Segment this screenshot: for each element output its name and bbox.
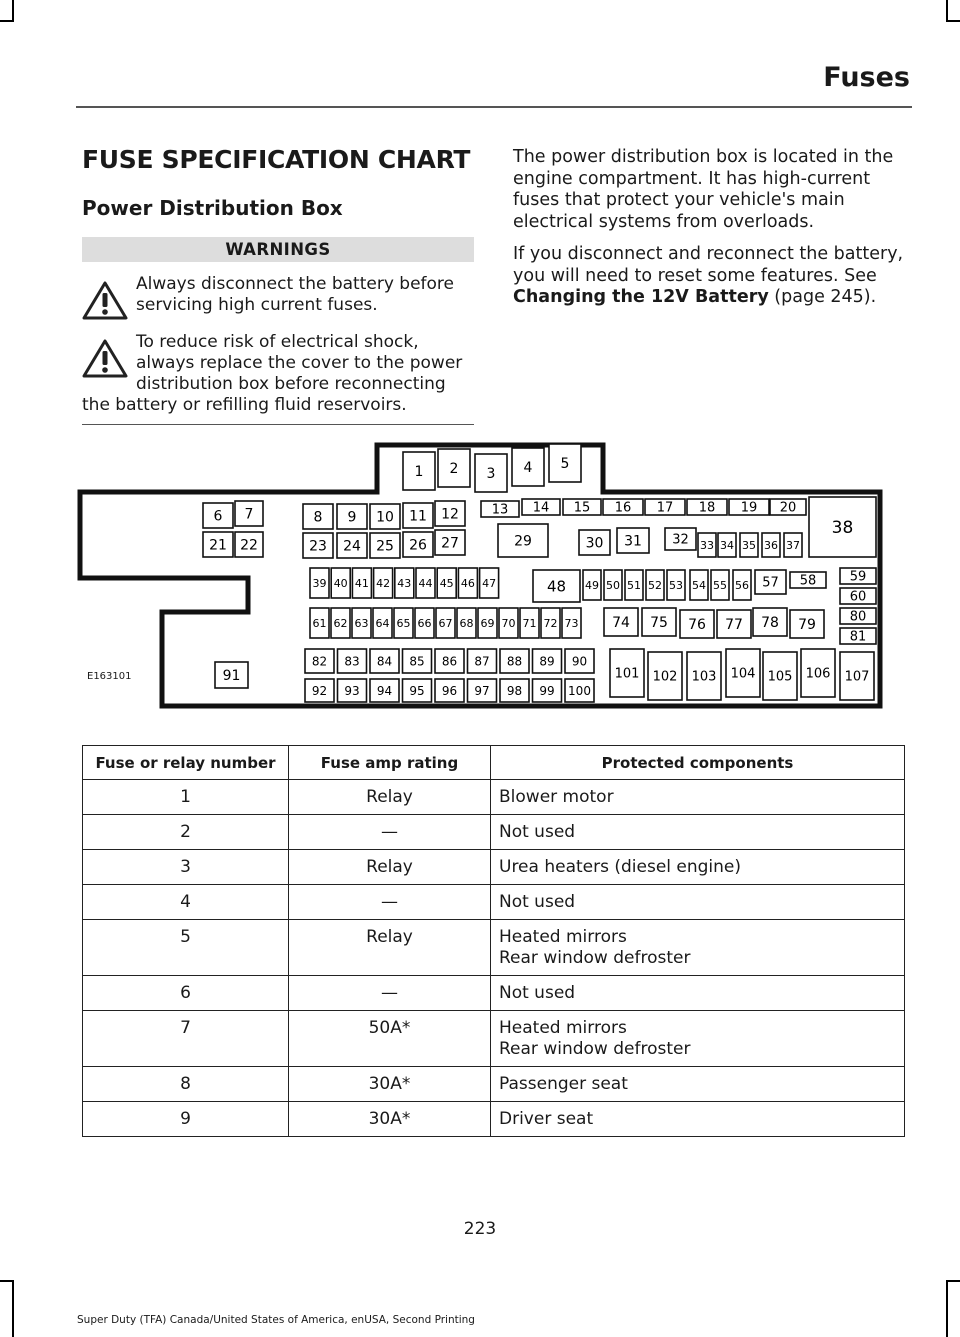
fuse-label: 6 (213, 508, 223, 525)
amp-rating-cell: 30A* (289, 1067, 491, 1102)
fuse-number-cell: 3 (83, 850, 289, 885)
amp-rating-cell: 50A* (289, 1011, 491, 1067)
amp-rating-cell: Relay (289, 920, 491, 976)
column-header: Fuse or relay number (83, 746, 289, 780)
table-header-row (83, 746, 905, 780)
fuse-label: 47 (482, 576, 497, 590)
fuse-label: 10 (376, 509, 394, 526)
fuse-label: 79 (798, 617, 816, 634)
fuse-label: 46 (460, 576, 475, 590)
fuse-label: 77 (725, 617, 743, 634)
fuse-label: 3 (486, 466, 496, 483)
fuse-label: 100 (568, 683, 591, 698)
fuse-label: 82 (311, 654, 328, 669)
fuse-number-cell: 6 (83, 976, 289, 1011)
body-paragraph (513, 244, 911, 309)
crop-mark (12, 0, 14, 22)
fuse-label: 98 (506, 683, 523, 698)
component-line: Blower motor (499, 787, 614, 807)
fuse-label: 49 (585, 578, 599, 592)
fuse-label: 31 (624, 533, 642, 550)
fuse-number-cell: 4 (83, 885, 289, 920)
component-line: Heated mirrors (499, 1018, 627, 1038)
fuse-label: 42 (376, 576, 391, 590)
fuse-label: 5 (560, 456, 570, 473)
fuse-label: 68 (459, 616, 474, 630)
fuse-label: 39 (312, 576, 327, 590)
fuse-label: 75 (650, 615, 668, 632)
fuse-label: 57 (762, 575, 779, 591)
fuse-label: 62 (333, 616, 348, 630)
amp-rating-cell: Relay (289, 850, 491, 885)
fuse-label: 38 (831, 518, 854, 539)
warning-item (82, 274, 474, 320)
fuse-label: 89 (539, 654, 555, 669)
crop-mark (946, 1280, 948, 1337)
para-text: (page 245). (768, 287, 877, 307)
fuse-label: 74 (612, 615, 630, 632)
protected-components-cell (491, 850, 905, 885)
fuse-label: 76 (688, 617, 706, 634)
diagram-code: E163101 (87, 671, 132, 682)
warning-text: To reduce risk of electrical shock, always replace the cover to the power distribution box before reconnecting the battery or refilling fluid reservoirs. (82, 332, 463, 415)
fuse-label: 86 (441, 654, 458, 669)
fuse-label: 44 (418, 576, 433, 590)
crop-mark (0, 1280, 14, 1282)
crop-mark (12, 1280, 14, 1337)
fuse-label: 64 (375, 616, 390, 630)
fuse-label: 104 (730, 666, 756, 682)
component-line: Not used (499, 892, 576, 912)
protected-components-cell (491, 1011, 905, 1067)
header-rule (76, 106, 912, 108)
protected-components-cell (491, 976, 905, 1011)
crop-mark (946, 0, 948, 22)
column-header: Fuse amp rating (289, 746, 491, 780)
fuse-label: 60 (849, 589, 867, 605)
warning-icon (82, 338, 128, 378)
table-row (83, 1011, 905, 1067)
fuse-label: 102 (652, 669, 678, 685)
fuse-label: 35 (742, 538, 756, 552)
amp-rating-cell: 30A* (289, 1102, 491, 1137)
fuse-label: 11 (409, 508, 427, 525)
fuse-label: 95 (409, 683, 425, 698)
fuse-label: 81 (849, 629, 867, 645)
component-line: Not used (499, 983, 576, 1003)
fuse-number-cell: 8 (83, 1067, 289, 1102)
component-line: Rear window defroster (499, 1039, 691, 1059)
fuse-label: 73 (564, 616, 579, 630)
amp-rating-cell: — (289, 976, 491, 1011)
fuse-label: 32 (672, 532, 689, 548)
warnings-rule (82, 424, 474, 425)
fuse-label: 101 (614, 666, 640, 682)
fuse-label: 43 (397, 576, 412, 590)
amp-rating-cell: — (289, 885, 491, 920)
fuse-label: 106 (805, 666, 831, 682)
fuse-label: 93 (344, 683, 360, 698)
right-column (513, 147, 911, 320)
fuse-label: 14 (532, 500, 550, 516)
crop-mark (0, 20, 14, 22)
fuse-label: 37 (786, 538, 800, 552)
fuse-label: 63 (354, 616, 369, 630)
warning-item (82, 332, 474, 416)
fuse-label: 34 (720, 538, 734, 552)
fuse-label: 36 (764, 538, 778, 552)
body-paragraph: The power distribution box is located in the engine compartment. It has high-current fuses that protect your vehicle's main electrical systems from overloads. (513, 147, 894, 232)
fuse-label: 61 (312, 616, 327, 630)
column-header: Protected components (491, 746, 905, 780)
protected-components-cell (491, 815, 905, 850)
fuse-label: 91 (222, 668, 241, 685)
fuse-label: 29 (514, 533, 532, 550)
fuse-label: 13 (491, 502, 509, 518)
warning-icon (82, 280, 128, 320)
fuse-label: 8 (313, 509, 323, 526)
fuse-label: 107 (844, 669, 870, 685)
fuse-label: 7 (244, 506, 254, 523)
table-row (83, 920, 905, 976)
page-number: 223 (463, 1219, 497, 1239)
publication-footer: Super Duty (TFA) Canada/United States of America, enUSA, Second Printing (77, 1314, 475, 1326)
fuse-label: 48 (546, 577, 567, 596)
fuse-number-cell: 7 (83, 1011, 289, 1067)
page-header: Fuses (823, 62, 910, 93)
fuse-label: 80 (849, 609, 867, 625)
fuse-label: 72 (543, 616, 558, 630)
fuse-label: 18 (698, 500, 716, 516)
fuse-label: 22 (240, 537, 258, 554)
fuse-label: 27 (441, 535, 459, 552)
fuse-label: 4 (523, 460, 533, 477)
fuse-label: 50 (606, 578, 620, 592)
amp-rating-cell: — (289, 815, 491, 850)
fuse-label: 58 (799, 573, 817, 589)
fuse-label: 30 (585, 535, 604, 552)
fuse-label: 66 (417, 616, 432, 630)
fuse-number-cell: 1 (83, 780, 289, 815)
fuse-label: 21 (209, 537, 227, 554)
table-row (83, 1102, 905, 1137)
fuse-label: 20 (779, 500, 797, 516)
fuse-label: 2 (449, 461, 459, 478)
fuse-label: 12 (441, 506, 459, 523)
fuse-label: 23 (309, 538, 327, 555)
warning-text: Always disconnect the battery before servicing high current fuses. (136, 274, 455, 315)
fuse-label: 24 (343, 538, 361, 555)
fuse-label: 1 (414, 464, 424, 481)
fuse-label: 92 (311, 683, 328, 698)
fuse-label: 15 (573, 500, 591, 516)
table-row (83, 815, 905, 850)
component-line: Passenger seat (499, 1074, 628, 1094)
protected-components-cell (491, 780, 905, 815)
left-column (82, 145, 474, 425)
fuse-number-cell: 2 (83, 815, 289, 850)
fuse-label: 51 (627, 578, 641, 592)
fuse-label: 54 (692, 578, 706, 592)
fuse-label: 9 (347, 509, 357, 526)
fuse-label: 83 (344, 654, 360, 669)
fuse-label: 94 (376, 683, 393, 698)
fuse-layer (203, 444, 876, 702)
section-title: FUSE SPECIFICATION CHART (82, 145, 471, 174)
fuse-label: 16 (614, 500, 632, 516)
fuse-label: 26 (409, 537, 427, 554)
fuse-label: 25 (376, 538, 394, 555)
fuse-label: 88 (506, 654, 523, 669)
component-line: Not used (499, 822, 576, 842)
fuse-label: 90 (571, 654, 588, 669)
component-line: Urea heaters (diesel engine) (499, 857, 742, 877)
fuse-label: 52 (648, 578, 662, 592)
table-row (83, 780, 905, 815)
fuse-label: 96 (441, 683, 458, 698)
amp-rating-cell: Relay (289, 780, 491, 815)
table-row (83, 1067, 905, 1102)
cross-reference-link[interactable]: Changing the 12V Battery (513, 287, 769, 307)
fuse-label: 99 (539, 683, 555, 698)
fuse-label: 71 (522, 616, 537, 630)
crop-mark (946, 20, 960, 22)
fuse-table (82, 745, 905, 1137)
fuse-label: 78 (761, 615, 779, 632)
fuse-label: 56 (735, 578, 749, 592)
protected-components-cell (491, 920, 905, 976)
fuse-label: 19 (740, 500, 758, 516)
fuse-label: 85 (409, 654, 425, 669)
fuse-label: 70 (501, 616, 516, 630)
protected-components-cell (491, 1102, 905, 1137)
table-row (83, 976, 905, 1011)
fuse-label: 17 (656, 500, 674, 516)
fuse-number-cell: 9 (83, 1102, 289, 1137)
fuse-label: 84 (376, 654, 393, 669)
fuse-label: 87 (474, 654, 490, 669)
warnings-label: WARNINGS (82, 237, 474, 262)
fuse-label: 67 (438, 616, 453, 630)
crop-mark (946, 1280, 960, 1282)
fuse-label: 59 (849, 569, 867, 585)
component-line: Driver seat (499, 1109, 594, 1129)
fuse-label: 97 (474, 683, 490, 698)
fuse-label: 33 (700, 538, 714, 552)
protected-components-cell (491, 1067, 905, 1102)
fuse-label: 105 (767, 669, 793, 685)
fuse-label: 41 (354, 576, 369, 590)
fuse-label: 53 (669, 578, 683, 592)
fuse-label: 69 (480, 616, 495, 630)
fuse-label: 103 (691, 669, 717, 685)
fuse-box-diagram (0, 440, 960, 720)
protected-components-cell (491, 885, 905, 920)
para-text: If you disconnect and reconnect the battery, you will need to reset some features. See (513, 244, 904, 286)
fuse-label: 45 (439, 576, 454, 590)
table-row (83, 885, 905, 920)
table-row (83, 850, 905, 885)
fuse-label: 65 (396, 616, 411, 630)
component-line: Rear window defroster (499, 948, 691, 968)
fuse-label: 55 (713, 578, 727, 592)
component-line: Heated mirrors (499, 927, 627, 947)
section-subtitle: Power Distribution Box (82, 196, 343, 220)
fuse-number-cell: 5 (83, 920, 289, 976)
fuse-label: 40 (333, 576, 348, 590)
